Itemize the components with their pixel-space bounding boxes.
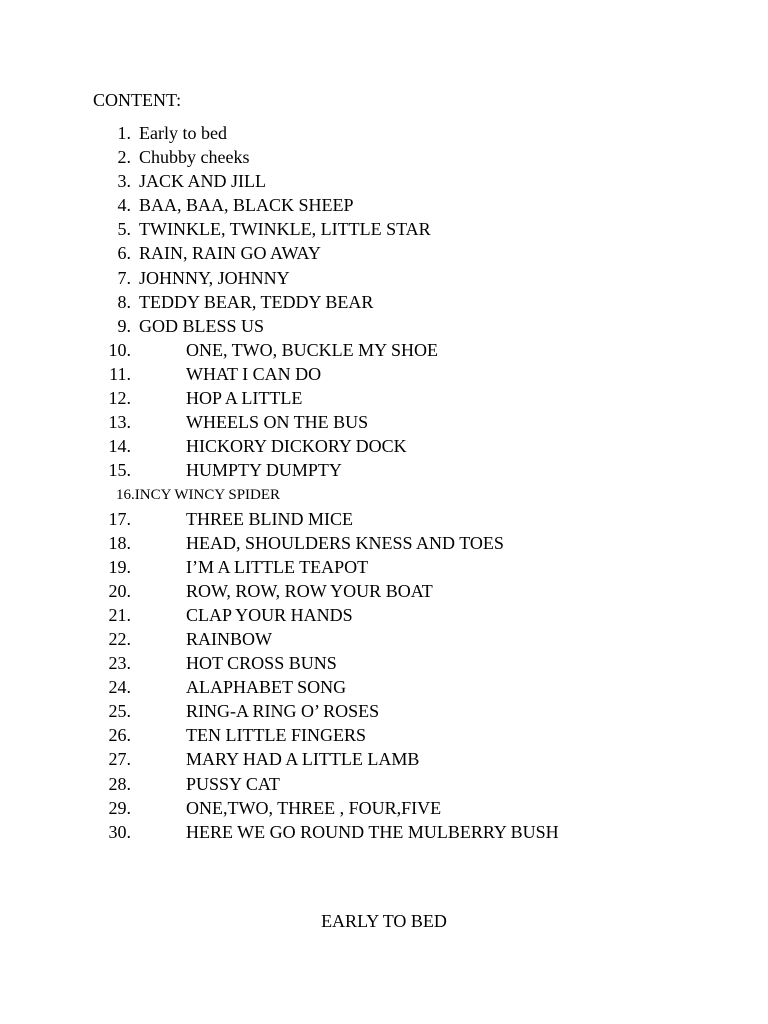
toc-item (0, 627, 768, 651)
toc-item-number: 9. (117, 315, 131, 336)
toc-item-number: 5. (117, 219, 131, 240)
toc-item-text: 16.INCY WINCY SPIDER (116, 487, 281, 504)
toc-item-number: 21. (108, 604, 131, 625)
toc-item (0, 820, 768, 844)
toc-item-number: 23. (108, 653, 131, 674)
toc-item (0, 458, 768, 482)
toc-item-number: 8. (117, 291, 131, 312)
toc-item (0, 651, 768, 675)
toc-item (0, 145, 768, 169)
toc-item-number: 4. (117, 195, 131, 216)
toc-item-title: HOT CROSS BUNS (186, 653, 337, 674)
toc-item-title: ALAPHABET SONG (186, 677, 347, 698)
toc-item-title: RAINBOW (186, 628, 272, 649)
toc-item-title: WHAT I CAN DO (186, 363, 322, 384)
toc-item-number: 20. (108, 580, 131, 601)
toc-item-number: 7. (117, 267, 131, 288)
toc-item-title: HERE WE GO ROUND THE MULBERRY BUSH (186, 821, 559, 842)
toc-item (0, 579, 768, 603)
toc-item-title: TEDDY BEAR, TEDDY BEAR (139, 291, 374, 312)
toc-item (0, 747, 768, 771)
toc-item-number: 24. (108, 677, 131, 698)
toc-item-title: I’M A LITTLE TEAPOT (186, 556, 369, 577)
toc-item (0, 121, 768, 145)
toc-item (0, 482, 768, 506)
toc-item-title: Chubby cheeks (139, 147, 250, 168)
toc-item-number: 15. (108, 460, 131, 481)
toc-item-number: 28. (108, 773, 131, 794)
toc-item-number: 14. (108, 436, 131, 457)
toc-item-title: THREE BLIND MICE (186, 508, 353, 529)
toc-item (0, 555, 768, 579)
toc-item-title: JACK AND JILL (139, 171, 267, 192)
table-of-contents (0, 121, 768, 844)
toc-item (0, 772, 768, 796)
toc-item (0, 675, 768, 699)
toc-item-title: MARY HAD A LITTLE LAMB (186, 749, 420, 770)
toc-item (0, 241, 768, 265)
toc-item (0, 169, 768, 193)
toc-item-title: HEAD, SHOULDERS KNESS AND TOES (186, 532, 504, 553)
toc-item-number: 25. (108, 701, 131, 722)
toc-item-number: 6. (117, 243, 131, 264)
toc-item-number: 22. (108, 628, 131, 649)
toc-item (0, 290, 768, 314)
toc-item (0, 362, 768, 386)
toc-item-title: HUMPTY DUMPTY (186, 460, 342, 481)
toc-item-number: 10. (108, 339, 131, 360)
toc-item-title: HICKORY DICKORY DOCK (186, 436, 407, 457)
toc-item (0, 410, 768, 434)
toc-item (0, 193, 768, 217)
toc-item-title: RING-A RING O’ ROSES (186, 701, 380, 722)
toc-item (0, 531, 768, 555)
toc-item (0, 434, 768, 458)
toc-item-title: CLAP YOUR HANDS (186, 604, 353, 625)
toc-item-title: TWINKLE, TWINKLE, LITTLE STAR (139, 219, 431, 240)
toc-item (0, 217, 768, 241)
toc-item-title: ONE, TWO, BUCKLE MY SHOE (186, 339, 438, 360)
toc-item-title: ONE,TWO, THREE , FOUR,FIVE (186, 797, 442, 818)
section-title: EARLY TO BED (321, 911, 447, 931)
toc-item-number: 13. (108, 412, 131, 433)
toc-item-title: JOHNNY, JOHNNY (139, 267, 290, 288)
toc-item (0, 338, 768, 362)
toc-item-title: Early to bed (139, 123, 227, 143)
toc-item (0, 266, 768, 290)
toc-item (0, 603, 768, 627)
toc-item-number: 30. (108, 821, 131, 842)
toc-item (0, 723, 768, 747)
toc-item (0, 699, 768, 723)
toc-item-number: 12. (108, 388, 131, 409)
toc-item-number: 27. (108, 749, 131, 770)
toc-item-number: 2. (117, 147, 131, 168)
toc-item (0, 386, 768, 410)
toc-item-title: RAIN, RAIN GO AWAY (139, 243, 321, 264)
toc-item-number: 11. (109, 363, 131, 384)
toc-item-number: 29. (108, 797, 131, 818)
toc-item-title: TEN LITTLE FINGERS (186, 725, 366, 746)
toc-item-number: 26. (108, 725, 131, 746)
toc-item (0, 507, 768, 531)
toc-item-title: HOP A LITTLE (186, 388, 303, 409)
toc-item (0, 796, 768, 820)
contents-heading: CONTENT: (93, 90, 182, 110)
toc-item-title: GOD BLESS US (139, 315, 265, 336)
toc-item-number: 1. (117, 123, 131, 143)
toc-item-title: WHEELS ON THE BUS (186, 412, 369, 433)
toc-item-number: 17. (108, 508, 131, 529)
toc-item (0, 314, 768, 338)
toc-item-title: BAA, BAA, BLACK SHEEP (139, 195, 354, 216)
toc-item-number: 19. (108, 556, 131, 577)
toc-item-title: ROW, ROW, ROW YOUR BOAT (186, 580, 433, 601)
toc-item-number: 18. (108, 532, 131, 553)
toc-item-number: 3. (117, 171, 131, 192)
toc-item-title: PUSSY CAT (186, 773, 280, 794)
